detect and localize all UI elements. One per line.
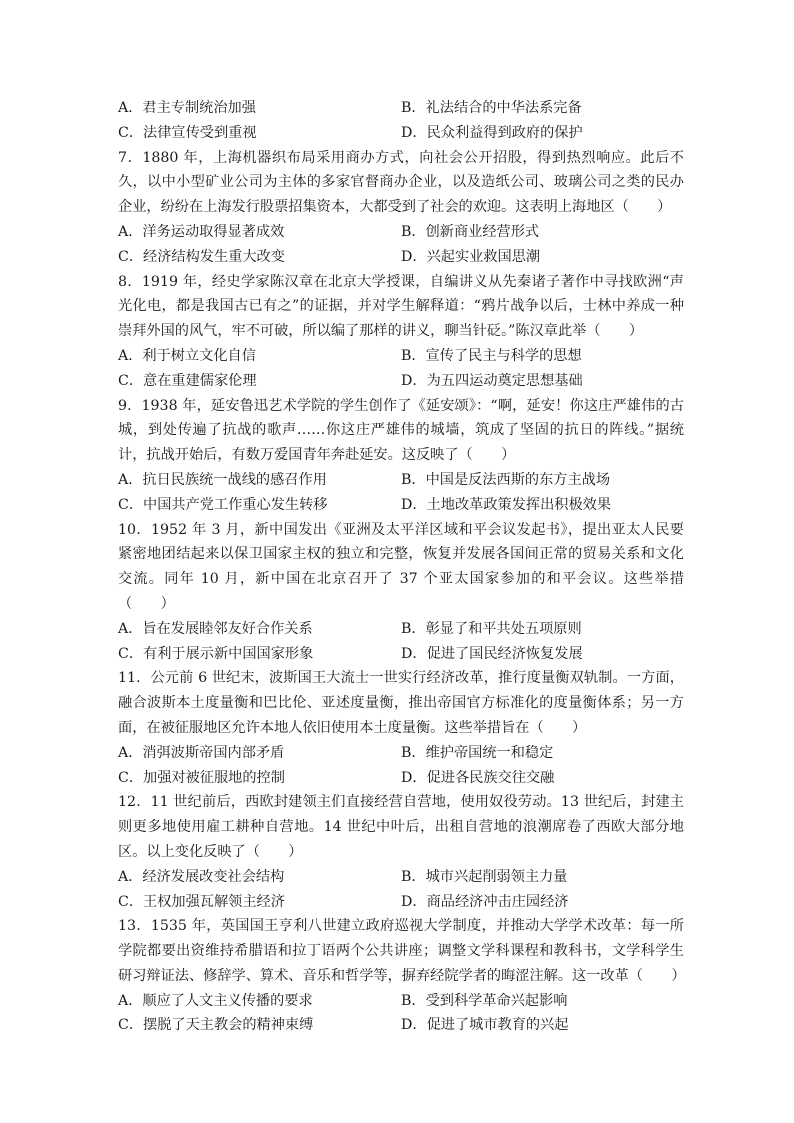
option-a: A．旨在发展睦邻友好合作关系 — [118, 620, 313, 637]
option-row — [118, 493, 684, 518]
option-d: D．促进了国民经济恢复发展 — [401, 645, 583, 662]
option-d: D．商品经济冲击庄园经济 — [401, 893, 569, 910]
question-stem: 7．1880 年，上海机器织布局采用商办方式，向社会公开招股，得到热烈响应。此后不久，以中小型矿业公司为主体的多家官督商办企业，以及造纸公司、玻璃公司之类的民办企业，纷纷在上海发行股票招集资本，大都受到了社会的欢迎。这表明上海地区（ ） — [118, 149, 684, 216]
option-c: C．摆脱了天主教会的精神束缚 — [118, 1017, 314, 1034]
option-b: B．彰显了和平共处五项原则 — [401, 620, 582, 637]
option-a: A．经济发展改变社会结构 — [118, 868, 285, 885]
option-a: A．君主专制统治加强 — [118, 100, 256, 116]
option-row — [118, 245, 684, 270]
option-b: B．维护帝国统一和稳定 — [401, 744, 554, 761]
option-a: A．洋务运动取得显著成效 — [118, 223, 285, 240]
question-stem: 12．11 世纪前后，西欧封建领主们直接经营自营地，使用奴役劳动。13 世纪后，封建主则更多地使用雇工耕种自营地。14 世纪中叶后，出租自营地的浪潮席卷了西欧大部分地区。以上变化反映了（ ） — [118, 794, 684, 860]
exam-page — [118, 96, 684, 1038]
option-d: D．为五四运动奠定思想基础 — [401, 372, 583, 389]
option-c: C．意在重建儒家伦理 — [118, 372, 257, 389]
option-row — [118, 890, 684, 915]
option-a: A．顺应了人文主义传播的要求 — [118, 992, 313, 1009]
option-row — [118, 369, 684, 394]
option-row — [118, 1013, 684, 1038]
option-a: A．利于树立文化自信 — [118, 347, 256, 364]
question-12 — [118, 790, 684, 914]
question-stem: 13．1535 年，英国国王亨利八世建立政府巡视大学制度，并推动大学学术改革：每一所学院都要出资维持希腊语和拉丁语两个公共讲座；调整文学科课程和教科书，文学科学生研习辩证法、修辞学、算术、音乐和哲学等，摒弃经院学者的晦涩注解。这一改革（ ） — [118, 918, 686, 984]
option-row — [118, 617, 684, 642]
question-stem: 8．1919 年，经史学家陈汉章在北京大学授课，自编讲义从先秦诸子著作中寻找欧洲“声光化电，都是我国古已有之”的证据，并对学生解释道：“鸦片战争以后，士林中养成一种崇拜外国的风气，牢不可破，所以编了那样的讲义，聊当针砭。”陈汉章此举（ ） — [118, 273, 684, 340]
option-b: B．中国是反法西斯的东方主战场 — [401, 471, 611, 488]
option-row — [118, 642, 684, 667]
option-d: D．土地改革政策发挥出积极效果 — [401, 496, 612, 513]
question-stem: 11．公元前 6 世纪末，波斯国王大流士一世实行经济改革，推行度量衡双轨制。一方面，融合波斯本土度量衡和巴比伦、亚述度量衡，推出帝国官方标准化的度量衡体系；另一方面，在被征服地区允许本地人依旧使用本土度量衡。这些举措旨在（ ） — [118, 670, 684, 736]
option-row — [118, 121, 684, 146]
option-d: D．促进了城市教育的兴起 — [401, 1017, 569, 1034]
option-row — [118, 989, 684, 1014]
option-a: A．抗日民族统一战线的感召作用 — [118, 471, 327, 488]
option-d: D．促进各民族交往交融 — [401, 769, 555, 786]
option-b: B．城市兴起削弱领主力量 — [401, 868, 568, 885]
question-7 — [118, 146, 684, 270]
option-row — [118, 468, 684, 493]
option-row — [118, 741, 684, 766]
option-c: C．王权加强瓦解领主经济 — [118, 893, 285, 910]
question-13 — [118, 914, 684, 1038]
option-d: D．民众利益得到政府的保护 — [401, 124, 583, 141]
option-row — [118, 766, 684, 791]
option-c: C．经济结构发生重大改变 — [118, 248, 285, 265]
option-b: B．受到科学革命兴起影响 — [401, 992, 568, 1009]
option-d: D．兴起实业救国思潮 — [401, 248, 541, 265]
option-row — [118, 865, 684, 890]
option-c: C．法律宣传受到重视 — [118, 124, 257, 141]
question-10 — [118, 518, 684, 667]
option-row — [118, 220, 684, 245]
question-11 — [118, 666, 684, 790]
question-8 — [118, 270, 684, 394]
option-b: B．礼法结合的中华法系完备 — [401, 100, 582, 116]
question-stem: 9．1938 年，延安鲁迅艺术学院的学生创作了《延安颂》：“啊，延安！你这庄严雄伟的古城，到处传遍了抗战的歌声……你这庄严雄伟的城墙，筑成了坚固的抗日的阵线。”据统计，抗战开始后，有数万爱国青年奔赴延安。这反映了（ ） — [118, 397, 684, 464]
option-a: A．消弭波斯帝国内部矛盾 — [118, 744, 285, 761]
option-c: C．有利于展示新中国国家形象 — [118, 645, 314, 662]
question-9 — [118, 394, 684, 518]
option-row — [118, 344, 684, 369]
question-stem: 10．1952 年 3 月，新中国发出《亚洲及太平洋区域和平会议发起书》，提出亚太人民要紧密地团结起来以保卫国家主权的独立和完整，恢复并发展各国间正常的贸易关系和文化交流。同年 10 月，新中国在北京召开了 37 个亚太国家参加的和平会议。这些举措（ ） — [118, 521, 684, 612]
option-c: C．加强对被征服地的控制 — [118, 769, 285, 786]
option-b: B．创新商业经营形式 — [401, 223, 540, 240]
option-c: C．中国共产党工作重心发生转移 — [118, 496, 328, 513]
option-row — [118, 96, 684, 121]
option-b: B．宣传了民主与科学的思想 — [401, 347, 582, 364]
